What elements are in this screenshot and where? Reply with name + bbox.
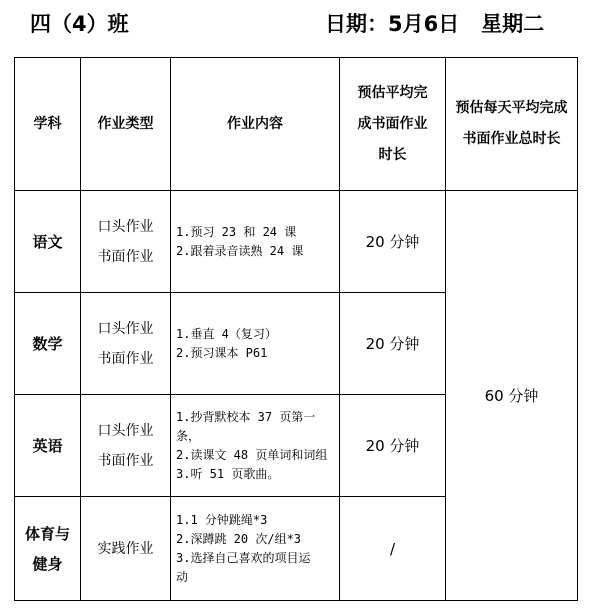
content-line: 条， — [176, 428, 201, 443]
col-header-total-time-line: 书面作业总时长 — [462, 131, 561, 147]
type-label: 口头作业 — [97, 218, 154, 235]
subject-cell — [15, 191, 81, 293]
total-duration-cell: 60 分钟 — [446, 191, 578, 601]
col-header-content: 作业内容 — [171, 58, 340, 191]
subject-cell — [15, 293, 81, 395]
subject-name: 语文 — [32, 232, 63, 251]
homework-table — [14, 57, 578, 601]
duration-cell: 20 分钟 — [340, 293, 446, 395]
type-label: 口头作业 — [97, 320, 154, 337]
type-cell — [81, 293, 171, 395]
content-line: 1.预习 23 和 24 课 — [176, 224, 297, 239]
content-line: 2.深蹲跳 20 次/组*3 — [176, 531, 302, 546]
content-line: 动 — [176, 569, 189, 584]
type-label: 实践作业 — [97, 540, 154, 557]
content-line: 2.读课文 48 页单词和词组 — [176, 447, 328, 462]
header-row — [15, 58, 578, 191]
col-header-total-time — [446, 58, 578, 191]
content-cell — [171, 293, 340, 395]
col-header-subject: 学科 — [15, 58, 81, 191]
content-line: 3.听 51 页歌曲。 — [176, 466, 280, 481]
subject-name: 英语 — [32, 436, 63, 455]
subject-name: 健身 — [32, 554, 63, 573]
col-header-est-time-line: 时长 — [378, 146, 407, 163]
col-header-est-time-line: 成书面作业 — [357, 115, 428, 132]
content-line: 3.选择自己喜欢的项目运 — [176, 550, 311, 565]
content-line: 1.抄背默校本 37 页第一 — [176, 409, 316, 424]
type-label: 口头作业 — [97, 422, 154, 439]
type-cell — [81, 497, 171, 601]
duration-cell: / — [340, 497, 446, 601]
content-cell — [171, 395, 340, 497]
col-header-type: 作业类型 — [81, 58, 171, 191]
content-line: 2.跟着录音读熟 24 课 — [176, 243, 304, 258]
class-title: 四（4）班 — [30, 12, 129, 36]
date-label: 日期：5月6日 星期二 — [325, 12, 545, 36]
content-line: 1.1 分钟跳绳*3 — [176, 512, 268, 527]
duration-cell: 20 分钟 — [340, 395, 446, 497]
content-line: 1.垂直 4（复习） — [176, 326, 277, 341]
type-cell — [81, 191, 171, 293]
subject-cell — [15, 497, 81, 601]
type-label: 书面作业 — [97, 248, 154, 265]
duration-cell: 20 分钟 — [340, 191, 446, 293]
content-line: 2.预习课本 P61 — [176, 345, 268, 360]
col-header-est-time-line: 预估平均完 — [357, 84, 428, 101]
content-cell — [171, 191, 340, 293]
subject-name: 数学 — [32, 334, 63, 353]
subject-cell — [15, 395, 81, 497]
content-cell — [171, 497, 340, 601]
type-label: 书面作业 — [97, 350, 154, 367]
col-header-est-time — [340, 58, 446, 191]
table-row — [15, 191, 578, 293]
type-label: 书面作业 — [97, 452, 154, 469]
type-cell — [81, 395, 171, 497]
subject-name: 体育与 — [24, 524, 70, 543]
col-header-total-time-line: 预估每天平均完成 — [455, 100, 568, 116]
